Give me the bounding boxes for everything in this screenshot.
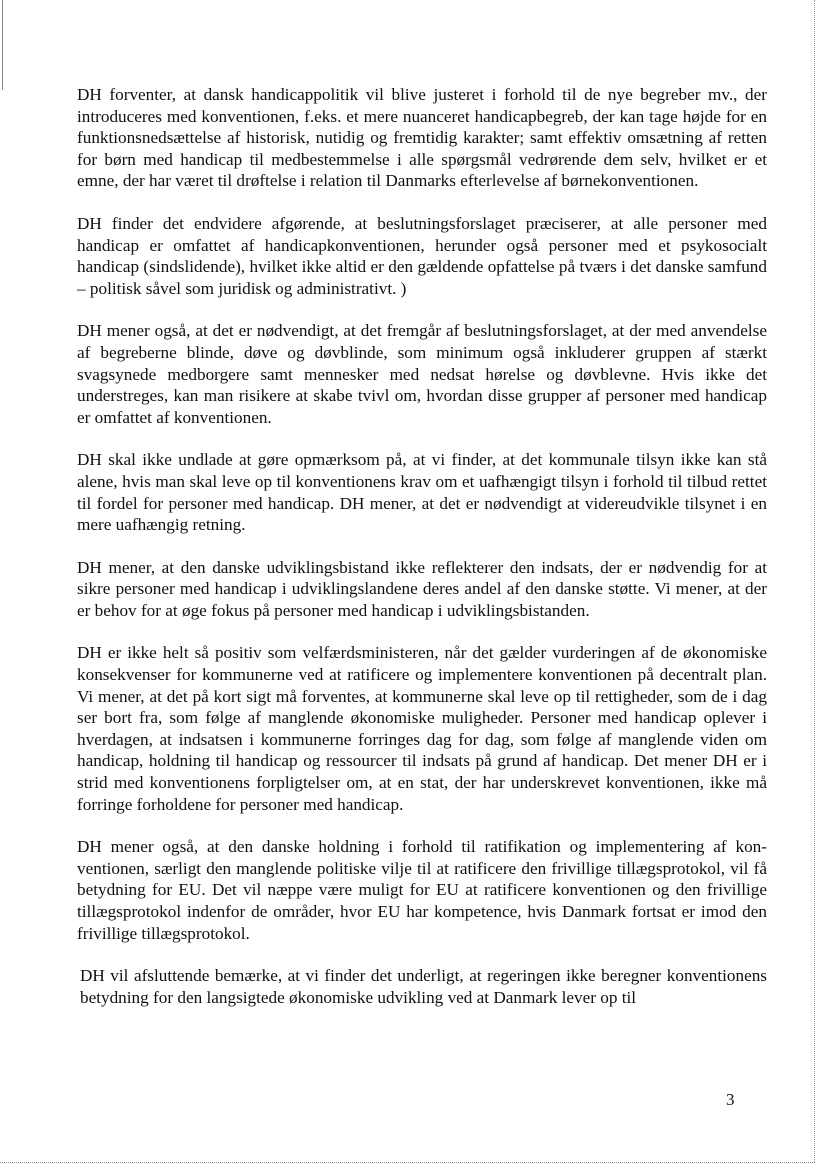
page-bottom-edge-line: [0, 1162, 815, 1163]
paragraph-adjusted-policy: DH forventer, at dansk handicappolitik vil blive justeret i forhold til de nye begreber mv., der introduceres med konventionen, f.eks. et mere nuanceret handicapbegreb, der kan tage højde for en funktionsnedsættelse af historisk, nutidig og fremtidig karakter; samt effektiv omsætning af retten for børn med handicap til medbestemmelse i alle spørgsmål vedrørende dem selv, hvilket er et emne, der har været til drøftelse i relation til Danmarks efterlevelse af børnekonventionen.: [77, 85, 767, 191]
paragraph-all-persons-covered: DH finder det endvidere afgørende, at beslutningsforslaget præciserer, at alle personer med handicap er omfattet af handicapkonventionen, herunder også personer med et psykosocialt handicap (sindslidende), hvilket ikke altid er den gældende opfattelse på tværs i det danske samfund – politisk såvel som juridisk og administrativt. ): [77, 213, 767, 298]
paragraph-development-aid: DH mener, at den danske udviklingsbistand ikke reflekterer den indsats, der er nødvendig for at sikre personer med handicap i udviklingslandene deres andel af den danske støtte. Vi mener, at der er behov for at øge fokus på personer med handicap i udviklingsbistanden.: [77, 557, 767, 620]
paragraph-closing-remark: DH vil afsluttende bemærke, at vi finder det underligt, at regeringen ikke beregner konventionens betydning for den langsigtede økonomiske udvikling ved at Danmark lever op til: [80, 966, 767, 1007]
page-right-edge-line: [814, 0, 815, 1162]
paragraph-municipal-supervision: DH skal ikke undlade at gøre opmærksom på, at vi finder, at det kommunale tilsyn ikke kan stå alene, hvis man skal leve op til konventionens krav om et uafhængigt tilsyn i forhold til tilbud rettet til fordel for personer med handicap. DH mener, at det er nødvendigt at videreudvikle tilsynet i en mere uafhængig retning.: [77, 450, 767, 535]
page-number: 3: [726, 1090, 735, 1109]
document-body: [77, 84, 767, 1029]
page-left-edge-line: [2, 0, 3, 90]
paragraph-economic-consequences: DH er ikke helt så positiv som velfærdsministeren, når det gælder vurderingen af de økonomiske konsekvenser for kommunerne ved at ratificere og implementere konventionen på decentralt plan. Vi mener, at det på kort sigt må forventes, at kommunerne skal leve op til rettigheder, som de i dag ser bort fra, som følge af manglende økonomiske muligheder. Personer med handicap oplever i hverdagen, at indsatsen i kommunerne forringes dag for dag, som følge af manglende viden om handicap, holdning til handicap og ressourcer til indsats på grund af handicap. Det mener DH er i strid med konventionens forpligtelser om, at en stat, der har underskrevet konventionen, ikke må forringe forholdene for personer med handicap.: [77, 643, 767, 814]
paragraph-eu-ratification: DH mener også, at den danske holdning i forhold til ratifikation og implementering af konventionen, særligt den manglende politiske vilje til at ratificere den frivillige tillægsprotokol, vil få betydning for EU. Det vil næppe være muligt for EU at ratificere konventionen og den frivillige tillægsprotokol indenfor de områder, hvor EU har kompetence, hvis Danmark fortsat er imod den frivillige tillægsprotokol.: [77, 837, 767, 943]
paragraph-blind-deaf-definition: DH mener også, at det er nødvendigt, at det fremgår af beslutningsforslaget, at der med anvendelse af begreberne blinde, døve og døvblinde, som minimum også inkluderer gruppen af stærkt svagsynede medborgere samt mennesker med nedsat hørelse og døvblevne. Hvis ikke det understreges, kan man risikere at skabe tvivl om, hvordan disse grupper af personer med handicap er omfattet af konventionen.: [77, 321, 767, 427]
